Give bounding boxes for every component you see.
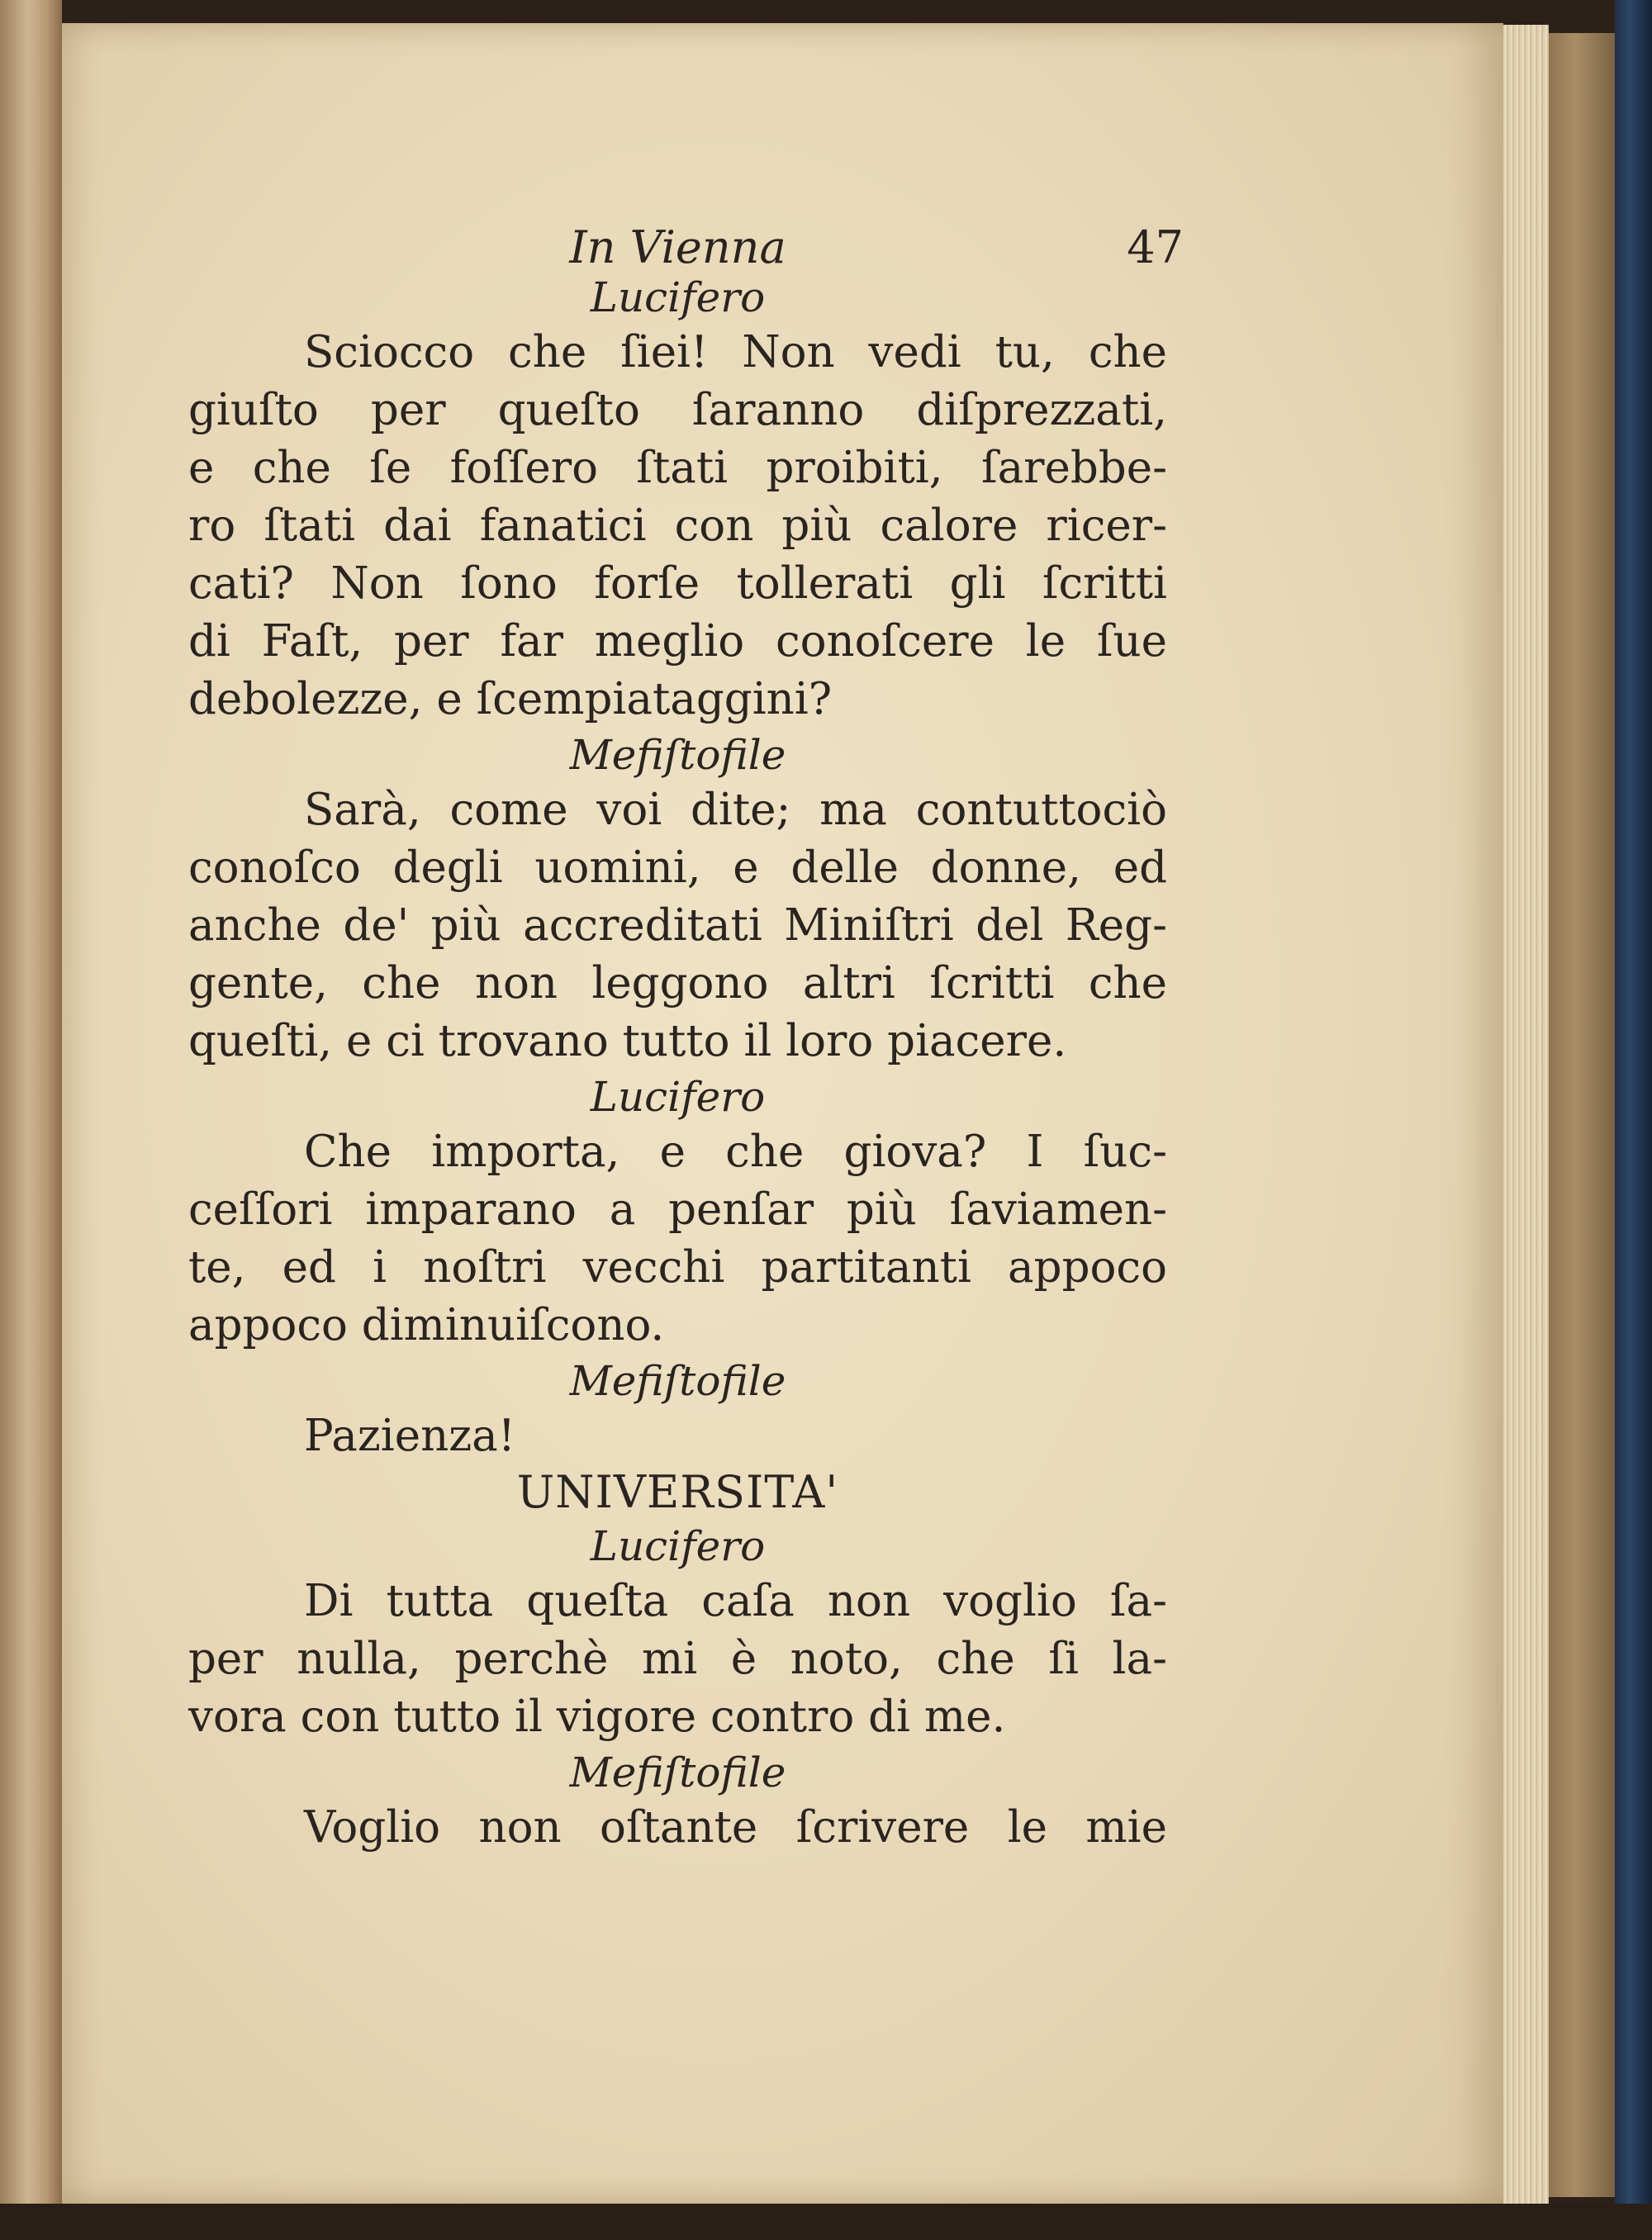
speech-paragraph: [188, 1123, 1167, 1355]
text-line: Voglio non oſtante ſcrivere le mie: [304, 1802, 1167, 1853]
text-line: Sciocco che ſiei! Non vedi tu, che: [304, 327, 1167, 377]
text-line: te, ed i noſtri vecchi partitanti appoco: [188, 1242, 1167, 1293]
speech-paragraph: [188, 781, 1167, 1070]
text-line: per nulla, perchè mi è noto, che ſi la-: [188, 1634, 1167, 1684]
speech-paragraph: [188, 1799, 1167, 1857]
text-line: gente, che non leggono altri ſcritti che: [188, 958, 1167, 1008]
section-title: UNIVERSITA': [516, 1466, 839, 1518]
text-line: ceſſori imparano a penſar più ſaviamen-: [188, 1184, 1167, 1235]
text-line: cati? Non ſono forſe tollerati gli ſcritti: [188, 558, 1167, 609]
text-line: Sarà, come voi dite; ma contuttociò: [304, 785, 1167, 835]
speaker-name: Mefiſtofile: [569, 1749, 786, 1796]
speaker-name: Lucifero: [590, 273, 766, 321]
speech-paragraph: [188, 1407, 1167, 1465]
text-line: Di tutta queſta caſa non voglio ſa-: [304, 1576, 1167, 1626]
book-cover-board: [1549, 33, 1615, 2197]
text-line: conoſco degli uomini, e delle donne, ed: [188, 842, 1167, 893]
text-line: vora con tutto il vigore contro di me.: [188, 1692, 1006, 1742]
text-line: anche de' più accreditati Miniſtri del Reg-: [188, 900, 1167, 951]
text-line: appoco diminuiſcono.: [188, 1300, 665, 1350]
page-header: [188, 221, 1184, 273]
page-number: 47: [1127, 221, 1184, 273]
text-line: Che importa, e che giova? I ſuc-: [304, 1127, 1167, 1177]
speaker-name: Mefiſtofile: [569, 1357, 786, 1405]
text-line: Pazienza!: [304, 1411, 516, 1461]
text-line: queſti, e ci trovano tutto il loro piacere.: [188, 1016, 1067, 1066]
book-cover-edge: [1615, 0, 1652, 2240]
speaker-name: Mefiſtofile: [569, 731, 786, 779]
left-page-edge: [0, 0, 62, 2240]
speaker-name: Lucifero: [590, 1073, 766, 1121]
speaker-name: Lucifero: [590, 1522, 766, 1570]
speech-paragraph: [188, 324, 1167, 728]
text-line: e che ſe foſſero ſtati proibiti, ſarebbe-: [188, 443, 1167, 493]
text-line: di Faſt, per far meglio conoſcere le ſue: [188, 616, 1167, 667]
running-head: In Vienna: [569, 221, 786, 273]
text-line: giuſto per queſto ſaranno diſprezzati,: [188, 385, 1167, 435]
bottom-shadow: [0, 2204, 1652, 2240]
text-line: ro ſtati dai fanatici con più calore ricer-: [188, 501, 1167, 551]
page-text: [188, 221, 1184, 1857]
page-stack-edge: [1503, 25, 1549, 2205]
speech-paragraph: [188, 1573, 1167, 1746]
text-line: debolezze, e ſcempiataggini?: [188, 674, 833, 724]
